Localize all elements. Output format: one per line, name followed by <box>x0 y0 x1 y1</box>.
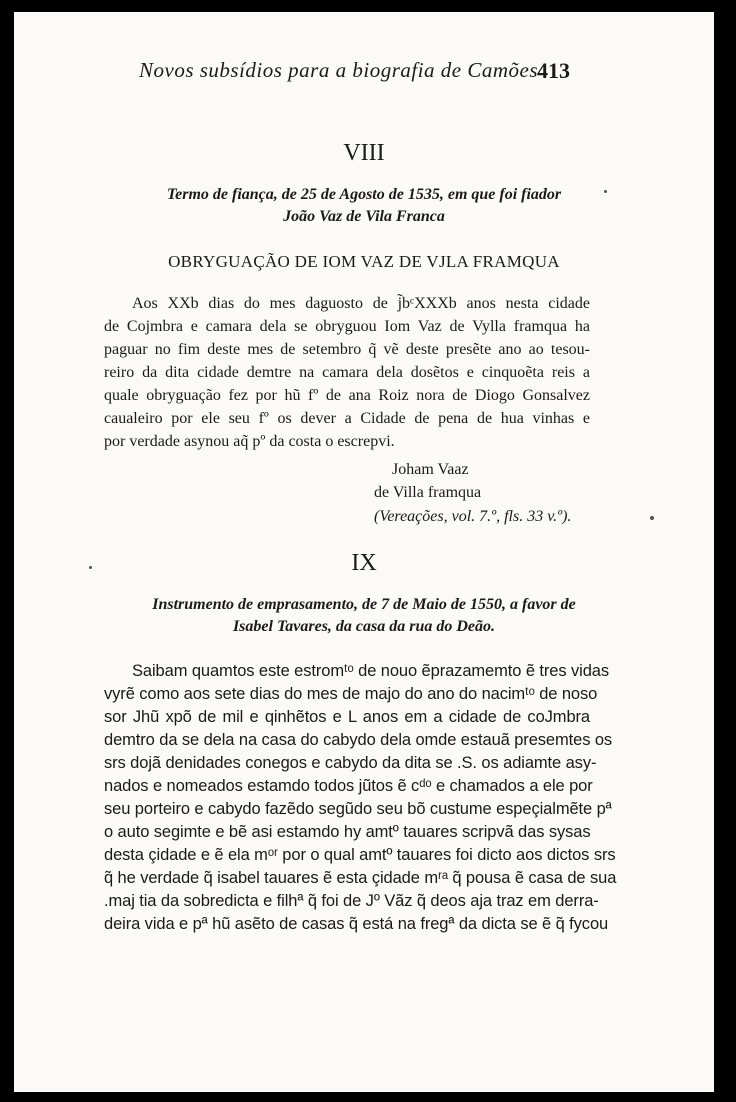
scan-speck <box>650 516 654 520</box>
section-viii-subtitle-line1: Termo de fiança, de 25 de Agosto de 1535, em que foi fiador <box>166 186 562 203</box>
transcription-line: sor Jhũ xpõ de mil e qinhẽtos e L anos em a cidade de coJmbra <box>104 708 590 726</box>
section-numeral-ix: IX <box>351 550 377 576</box>
running-title: Novos subsídios para a biografia de Camões <box>139 58 539 82</box>
transcription-line: srs dojã denidades conegos e cabydo da dita se .S. os adiamte asy- <box>104 754 597 772</box>
transcription-line: Saibam quamtos este estromᵗᵒ de nouo ẽprazamemto ẽ tres vidas <box>132 662 609 680</box>
document-line: paguar no fim deste mes de setembro q̃ vẽ deste presẽte ano ao tesou- <box>104 341 590 358</box>
transcription-line: o auto segimte e bẽ asi estamdo hy amtº tauares scripvã das sysas <box>104 823 591 841</box>
transcription-line: .maj tia da sobredicta e filhª q̃ foi de Jº Vãz q̃ deos aja traz em derra- <box>104 892 599 910</box>
page-number: 413 <box>537 58 570 83</box>
section-viii-heading: OBRYGUAÇÃO DE IOM VAZ DE VJLA FRAMQUA <box>168 252 560 271</box>
transcription-line: seu porteiro e cabydo fazẽdo segũdo seu bõ custume espeçialmẽte pª <box>104 800 612 818</box>
section-viii-subtitle-line2: João Vaz de Vila Franca <box>283 208 445 225</box>
transcription-line: deira vida e pª hũ asẽto de casas q̃ está na fregª da dicta se ẽ q̃ fycou <box>104 915 609 933</box>
transcription-line: demtro da se dela na casa do cabydo dela omde estauã presemtes os <box>104 731 613 749</box>
signature-place: de Villa framqua <box>374 484 482 501</box>
section-numeral-viii: VIII <box>343 140 385 166</box>
signature-name: Joham Vaaz <box>392 461 469 478</box>
document-line: Aos XXb dias do mes daguosto de j̃bᶜXXXb anos nesta cidade <box>132 295 590 312</box>
transcription-line: q̃ he verdade q̃ isabel tauares ẽ esta çidade mʳᵃ q̃ pousa ẽ casa de sua <box>104 869 617 887</box>
document-line: reiro da dita cidade demtre na camara dela dosẽtos e cinquoẽta reis a <box>104 364 590 381</box>
transcription-line: desta çidade e ẽ ela mᵒʳ por o qual amtº tauares foi dicto aos dictos srs <box>104 846 616 864</box>
transcription-line: vyrẽ como aos sete dias do mes de majo do ano do nacimᵗᵒ de noso <box>104 685 598 703</box>
book-page <box>14 12 714 1092</box>
document-line: de Cojmbra e camara dela se obryguou Iom Vaz de Vylla framqua ha <box>104 318 590 335</box>
transcription-line: nados e nomeados estamdo todos jũtos ẽ cᵈᵒ e chamados a ele por <box>104 777 593 795</box>
scan-speck <box>604 190 607 193</box>
source-reference: (Vereações, vol. 7.º, fls. 33 v.º). <box>374 508 572 525</box>
document-line: por verdade asynou aq̃ pº da costa o escrepvi. <box>104 433 395 450</box>
section-ix-subtitle-line1: Instrumento de emprasamento, de 7 de Maio de 1550, a favor de <box>152 596 576 613</box>
document-line: quale obryguação fez por hũ fº de ana Roiz nora de Diogo Gonsalvez <box>104 387 590 404</box>
document-line: caualeiro por ele seu fº os dever a Cidade de pena de hua vinhas e <box>104 410 590 427</box>
scan-speck <box>89 566 92 569</box>
section-ix-subtitle-line2: Isabel Tavares, da casa da rua do Deão. <box>232 618 496 635</box>
